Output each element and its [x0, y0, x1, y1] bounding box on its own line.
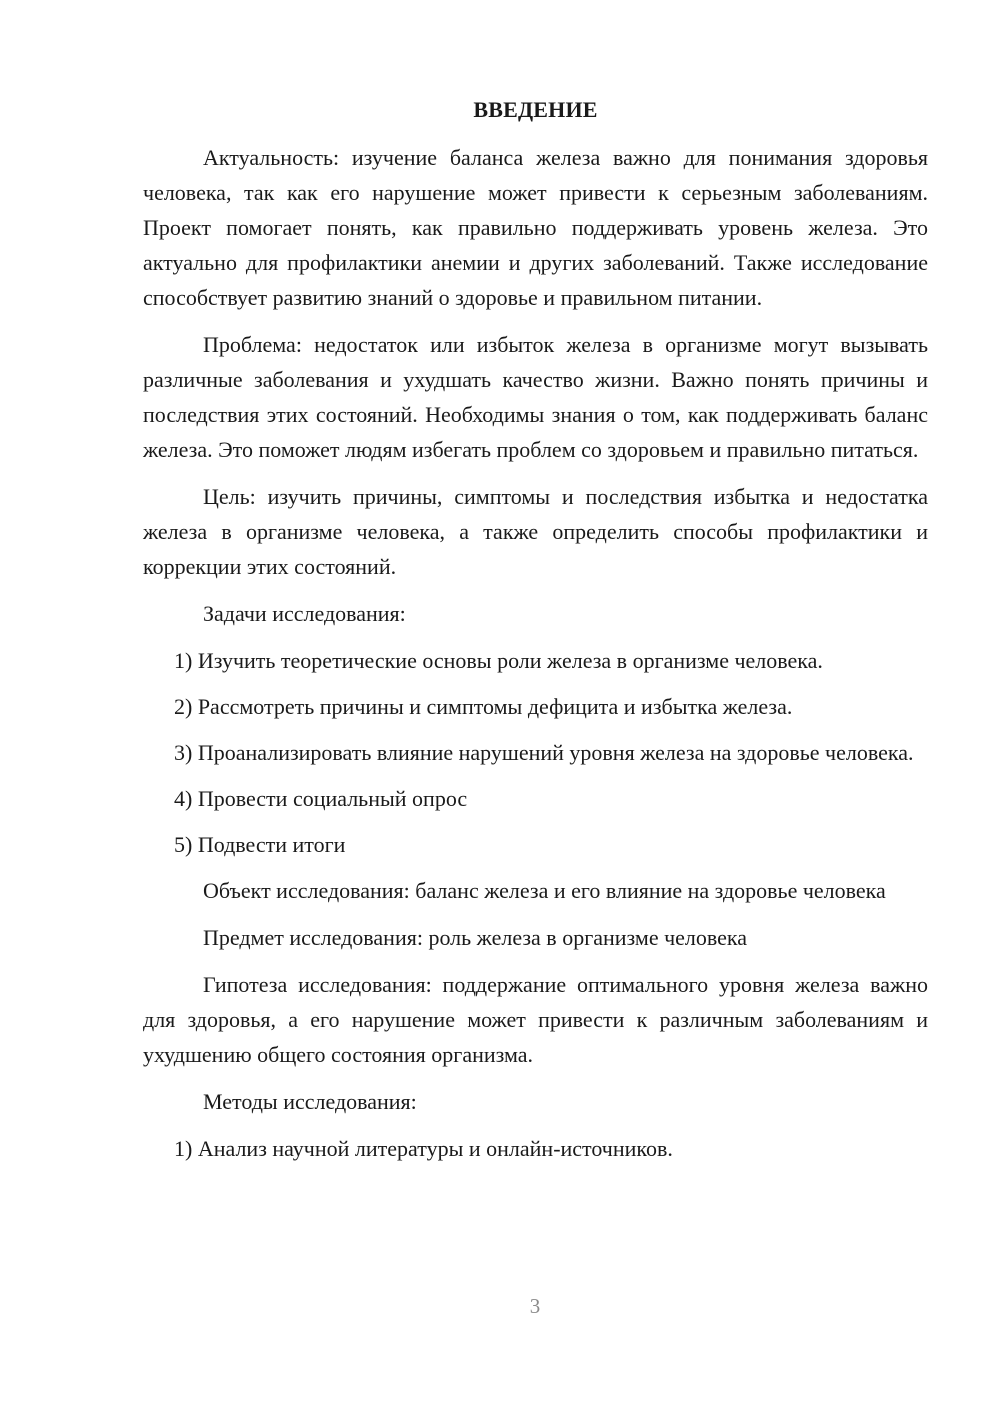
paragraph-goal: Цель: изучить причины, симптомы и последствия избытка и недостатка железа в организме человека, а также определить способы профилактики и коррекции этих состояний.	[143, 484, 928, 579]
methods-heading: Методы исследования:	[203, 1089, 417, 1114]
document-page	[143, 90, 928, 1177]
task-item-2: 2) Рассмотреть причины и симптомы дефицита и избытка железа.	[174, 694, 793, 719]
page-number: 3	[529, 1294, 541, 1318]
paragraph-relevance: Актуальность: изучение баланса железа важно для понимания здоровья человека, так как его нарушение может привести к серьезным заболеваниям. Проект помогает понять, как правильно поддерживать уровень железа. Это актуально для профилактики анемии и других заболеваний. Также исследование способствует развитию знаний о здоровье и правильном питании.	[143, 145, 928, 310]
task-item-4: 4) Провести социальный опрос	[174, 786, 468, 811]
paragraph-subject: Предмет исследования: роль железа в организме человека	[203, 925, 748, 950]
page-title: ВВЕДЕНИЕ	[473, 97, 598, 122]
paragraph-problem: Проблема: недостаток или избыток железа в организме могут вызывать различные заболевания и ухудшать качество жизни. Важно понять причины и последствия этих состояний. Необходимы знания о том, как поддерживать баланс железа. Это поможет людям избегать проблем со здоровьем и правильно питаться.	[143, 332, 928, 462]
paragraph-object: Объект исследования: баланс железа и его влияние на здоровье человека	[203, 878, 886, 903]
task-item-5: 5) Подвести итоги	[174, 832, 346, 857]
method-item-1: 1) Анализ научной литературы и онлайн-источников.	[174, 1136, 673, 1161]
tasks-heading: Задачи исследования:	[203, 601, 406, 626]
task-item-1: 1) Изучить теоретические основы роли железа в организме человека.	[174, 648, 823, 673]
paragraph-hypothesis: Гипотеза исследования: поддержание оптимального уровня железа важно для здоровья, а его нарушение может привести к различным заболеваниям и ухудшению общего состояния организма.	[143, 972, 928, 1067]
task-item-3: 3) Проанализировать влияние нарушений уровня железа на здоровье человека.	[174, 740, 914, 765]
